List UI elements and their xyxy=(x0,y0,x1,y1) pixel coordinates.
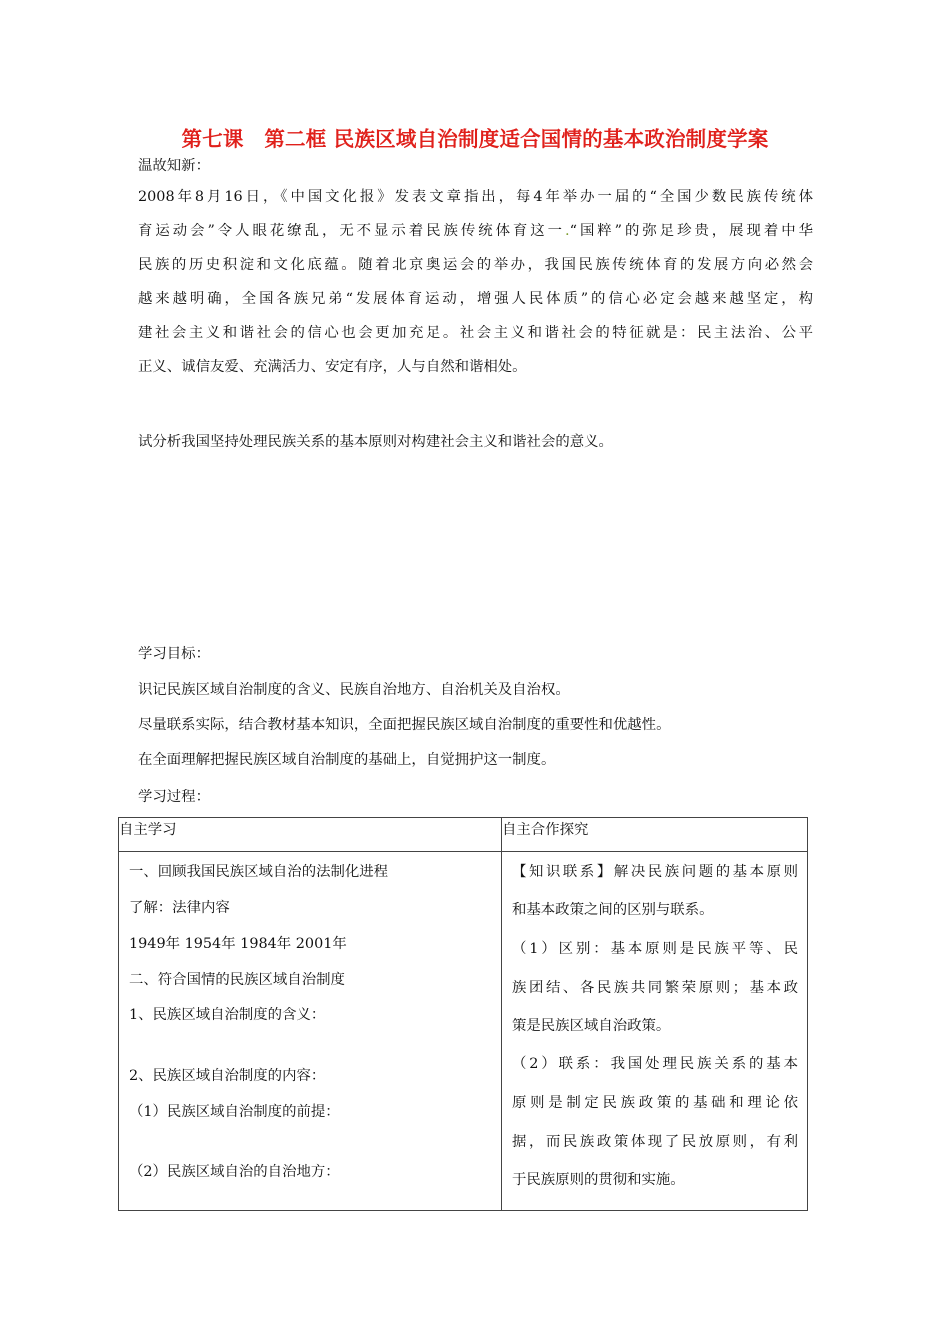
header-self-study: 自主学习 xyxy=(119,818,502,852)
goal-item: 识记民族区域自治制度的含义、民族自治地方、自治机关及自治权。 xyxy=(138,682,570,698)
paragraph-line: 民族的历史积淀和文化底蕴。随着北京奥运会的举办，我国民族传统体育的发展方向必然会 xyxy=(138,257,813,273)
list-item: 策是民族区域自治政策。 xyxy=(512,1018,671,1034)
paragraph-line: 越来越明确，全国各族兄弟“发展体育运动，增强人民体质”的信心必定会越来越坚定，构 xyxy=(138,291,813,307)
list-item: （2）联系：我国处理民族关系的基本 xyxy=(512,1056,798,1072)
paragraph-line: 2008年8月16日，《中国文化报》发表文章指出，每4年举办一届的“全国少数民族传统体 xyxy=(138,189,813,205)
list-item: 族团结、各民族共同繁荣原则；基本政 xyxy=(512,980,798,996)
list-item: 和基本政策之间的区别与联系。 xyxy=(512,902,714,918)
table-header-row xyxy=(119,818,808,852)
list-item: （2）民族区域自治的自治地方： xyxy=(129,1164,340,1180)
list-item: 二、符合国情的民族区域自治制度 xyxy=(129,972,345,988)
review-heading: 温故知新： xyxy=(138,158,210,174)
list-item: 一、回顾我国民族区域自治的法制化进程 xyxy=(129,864,389,880)
list-item: （1）民族区域自治制度的前提： xyxy=(129,1104,340,1120)
document-title: 第七课 第二框 民族区域自治制度适合国情的基本政治制度学案 xyxy=(181,127,769,151)
list-item: （1）区别：基本原则是民族平等、民 xyxy=(512,941,798,957)
paragraph-line: 建社会主义和谐社会的信心也会更加充足。社会主义和谐社会的特征就是：民主法治、公平 xyxy=(138,325,813,341)
process-heading: 学习过程： xyxy=(138,789,210,805)
goal-item: 尽量联系实际，结合教材基本知识，全面把握民族区域自治制度的重要性和优越性。 xyxy=(138,717,671,733)
table-row xyxy=(119,852,808,1211)
self-study-cell xyxy=(119,852,502,1211)
list-item: 原则是制定民族政策的基础和理论依 xyxy=(512,1095,798,1111)
list-item: 2、民族区域自治制度的内容： xyxy=(129,1068,326,1084)
header-cooperative-inquiry: 自主合作探究 xyxy=(502,818,808,852)
list-item: 据，而民族政策体现了民放原则，有利 xyxy=(512,1134,798,1150)
review-paragraph xyxy=(138,187,813,391)
green-dot-mark: . xyxy=(565,223,570,239)
list-item: 【知识联系】解决民族问题的基本原则 xyxy=(512,864,798,880)
list-item: 1949年 1954年 1984年 2001年 xyxy=(129,936,347,952)
goal-item: 在全面理解把握民族区域自治制度的基础上，自觉拥护这一制度。 xyxy=(138,752,556,768)
goals-heading: 学习目标： xyxy=(138,646,210,662)
cooperative-inquiry-cell xyxy=(502,852,808,1211)
paragraph-line: 育运动会”令人眼花缭乱，无不显示着民族传统体育这一.“国粹”的弥足珍贵，展现着中华 xyxy=(138,223,814,239)
list-item: 了解：法律内容 xyxy=(129,900,230,916)
list-item: 1、民族区域自治制度的含义： xyxy=(129,1007,326,1023)
paragraph-line: 正义、诚信友爱、充满活力、安定有序，人与自然和谐相处。 xyxy=(138,359,527,375)
list-item: 于民族原则的贯彻和实施。 xyxy=(512,1172,685,1188)
process-table xyxy=(118,817,808,1211)
review-question: 试分析我国坚持处理民族关系的基本原则对构建社会主义和谐社会的意义。 xyxy=(138,434,613,450)
